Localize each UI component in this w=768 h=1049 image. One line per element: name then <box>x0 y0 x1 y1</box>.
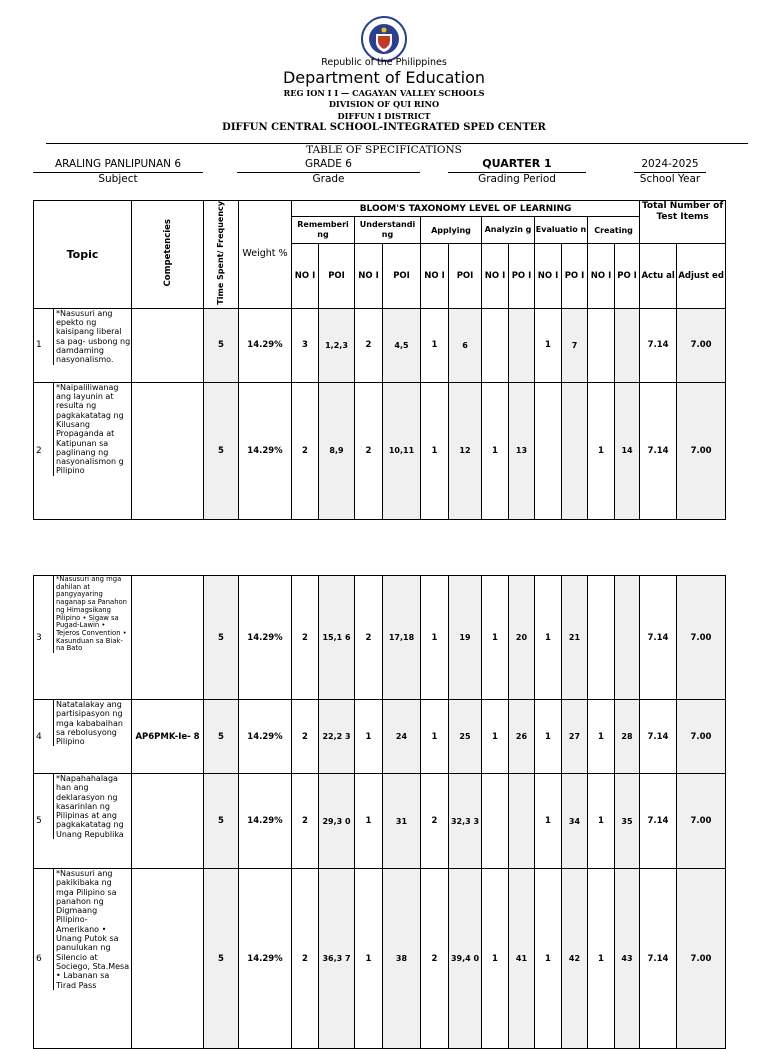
bloom-header: BLOOM'S TAXONOMY LEVEL OF LEARNING <box>292 201 640 217</box>
row-number: 5 <box>36 816 42 826</box>
topic-text: Natatalakay ang partisipasyon ng mga kababaihan sa rebolusyong Pilipino <box>53 700 131 746</box>
cre-poi-cell <box>615 308 640 382</box>
weight-cell: 14.29% <box>239 382 292 519</box>
und-no-cell: 2 <box>355 308 383 382</box>
grade-label: Grade <box>312 173 345 185</box>
topic-cell <box>34 869 132 1049</box>
level-analyzing: Analyzin g <box>482 217 535 244</box>
rem-no-cell: 2 <box>292 869 319 1049</box>
table-row <box>34 700 726 774</box>
rem-poi-cell: 15,1 6 <box>319 576 355 700</box>
eva-poi-header: PO I <box>562 244 588 308</box>
cre-no-cell <box>588 308 615 382</box>
cre-no-header: NO I <box>588 244 615 308</box>
und-poi-header: POI <box>383 244 421 308</box>
adjusted-cell: 7.00 <box>677 308 726 382</box>
grade-value: GRADE 6 <box>305 158 352 170</box>
topic-cell <box>34 382 132 519</box>
time-cell: 5 <box>204 576 239 700</box>
table-row <box>34 576 726 700</box>
topic-cell <box>34 308 132 382</box>
und-no-cell: 2 <box>355 382 383 519</box>
row-number: 1 <box>36 340 42 351</box>
cre-poi-cell: 43 <box>615 869 640 1049</box>
cre-no-cell: 1 <box>588 382 615 519</box>
app-poi-cell: 25 <box>449 700 482 774</box>
competency-cell <box>132 774 204 869</box>
ana-no-cell: 1 <box>482 382 509 519</box>
time-cell: 5 <box>204 774 239 869</box>
eva-no-cell <box>535 382 562 519</box>
adjusted-cell: 7.00 <box>677 382 726 519</box>
weight-cell: 14.29% <box>239 869 292 1049</box>
rem-poi-cell: 22,2 3 <box>319 700 355 774</box>
topic-text: *Nasusuri ang mga dahilan at pangyayaring naganap sa Panahon ng Himagsikang Pilipino • Sigaw sa Pugad-Lawin • Tejeros Convention • Kasunduan sa Biak-na Bato <box>53 576 131 653</box>
region-label: REG ION I I — CAGAYAN VALLEY SCHOOLS <box>283 88 485 98</box>
competency-cell <box>132 869 204 1049</box>
school-label: DIFFUN CENTRAL SCHOOL-INTEGRATED SPED CENTER <box>222 122 546 133</box>
app-poi-cell: 19 <box>449 576 482 700</box>
ana-no-cell <box>482 308 509 382</box>
rem-no-header: NO I <box>292 244 319 308</box>
ana-no-cell <box>482 774 509 869</box>
und-no-cell: 1 <box>355 774 383 869</box>
subject-value: ARALING PANLIPUNAN 6 <box>54 158 182 170</box>
und-poi-cell: 24 <box>383 700 421 774</box>
eva-no-header: NO I <box>535 244 562 308</box>
topic-text: *Nasusuri ang pakikibaka ng mga Pilipino sa panahon ng Digmaang Pilipino- Amerikano • Unang Putok sa panulukan ng Silencio at Sociego, Sta.Mesa • Labanan sa Tirad Pass <box>53 869 131 990</box>
eva-poi-cell: 34 <box>562 774 588 869</box>
actual-cell: 7.14 <box>640 774 677 869</box>
table-row <box>34 382 726 519</box>
row-number: 6 <box>36 953 42 964</box>
level-creating: Creating <box>588 217 640 244</box>
eva-poi-cell: 7 <box>562 308 588 382</box>
app-no-header: NO I <box>421 244 449 308</box>
republic-label: Republic of the Philippines <box>321 57 447 68</box>
period-label: Grading Period <box>478 173 556 185</box>
weight-cell: 14.29% <box>239 700 292 774</box>
rem-no-cell: 3 <box>292 308 319 382</box>
rem-poi-cell: 1,2,3 <box>319 308 355 382</box>
subject-label: Subject <box>98 173 138 185</box>
rem-poi-header: POI <box>319 244 355 308</box>
eva-no-cell: 1 <box>535 869 562 1049</box>
und-no-header: NO I <box>355 244 383 308</box>
topic-text: *Nasusuri ang epekto ng kaisipang liberal sa pag- usbong ng damdaming nasyonalismo. <box>53 309 131 365</box>
competency-cell <box>132 382 204 519</box>
und-poi-cell: 17,18 <box>383 576 421 700</box>
table-row <box>34 774 726 869</box>
und-poi-cell: 10,11 <box>383 382 421 519</box>
level-applying: Applying <box>421 217 482 244</box>
division-label: DIVISION OF QUI RINO <box>328 99 440 109</box>
time-cell: 5 <box>204 700 239 774</box>
eva-poi-cell: 21 <box>562 576 588 700</box>
weight-cell: 14.29% <box>239 774 292 869</box>
ana-poi-cell: 26 <box>509 700 535 774</box>
adjusted-cell: 7.00 <box>677 700 726 774</box>
actual-cell: 7.14 <box>640 382 677 519</box>
cre-no-cell: 1 <box>588 869 615 1049</box>
adjusted-header: Adjust ed <box>677 244 726 308</box>
cre-poi-cell: 14 <box>615 382 640 519</box>
topic-cell <box>34 700 132 774</box>
rem-no-cell: 2 <box>292 774 319 869</box>
actual-cell: 7.14 <box>640 308 677 382</box>
specifications-table-continued <box>33 575 726 1049</box>
eva-no-cell: 1 <box>535 700 562 774</box>
rem-poi-cell: 36,3 7 <box>319 869 355 1049</box>
app-poi-cell: 12 <box>449 382 482 519</box>
deped-seal-icon <box>361 16 407 62</box>
level-remembering: Rememberi ng <box>292 217 355 244</box>
cre-poi-header: PO I <box>615 244 640 308</box>
eva-poi-cell: 42 <box>562 869 588 1049</box>
ana-no-cell: 1 <box>482 576 509 700</box>
competencies-header: Competencies <box>132 201 204 309</box>
topic-cell <box>34 576 132 700</box>
competency-cell <box>132 576 204 700</box>
ana-poi-cell: 41 <box>509 869 535 1049</box>
time-cell: 5 <box>204 382 239 519</box>
actual-header: Actu al <box>640 244 677 308</box>
year-value: 2024-2025 <box>641 158 699 170</box>
und-no-cell: 2 <box>355 576 383 700</box>
row-number: 3 <box>36 632 42 643</box>
level-evaluating: Evaluatio n <box>535 217 588 244</box>
district-label: DIFFUN I DISTRICT <box>337 111 431 121</box>
cre-poi-cell: 35 <box>615 774 640 869</box>
weight-cell: 14.29% <box>239 308 292 382</box>
competency-cell <box>132 308 204 382</box>
app-no-cell: 2 <box>421 774 449 869</box>
time-spent-header: Time Spent/ Frequency <box>204 201 239 309</box>
level-understanding: Understandi ng <box>355 217 421 244</box>
table-row <box>34 308 726 382</box>
ana-poi-cell <box>509 774 535 869</box>
app-no-cell: 1 <box>421 576 449 700</box>
eva-poi-cell: 27 <box>562 700 588 774</box>
topic-text: *Napahahalaga han ang deklarasyon ng kasarinlan ng Pilipinas at ang pagkakatatag ng Unang Republika <box>53 774 131 839</box>
rem-no-cell: 2 <box>292 576 319 700</box>
und-no-cell: 1 <box>355 869 383 1049</box>
cre-no-cell <box>588 576 615 700</box>
rem-poi-cell: 29,3 0 <box>319 774 355 869</box>
total-items-header: Total Number of Test Items <box>640 201 726 244</box>
rem-no-cell: 2 <box>292 700 319 774</box>
topic-text: *Naipaliliwanag ang layunin at resulta ng pagkakatatag ng Kilusang Propaganda at Katipunan sa paglinang ng nasyonalismon g Pilipino <box>53 383 131 476</box>
cre-poi-cell: 28 <box>615 700 640 774</box>
und-no-cell: 1 <box>355 700 383 774</box>
app-no-cell: 2 <box>421 869 449 1049</box>
app-poi-cell: 39,4 0 <box>449 869 482 1049</box>
actual-cell: 7.14 <box>640 869 677 1049</box>
period-value: QUARTER 1 <box>482 157 552 170</box>
adjusted-cell: 7.00 <box>677 774 726 869</box>
competency-cell: AP6PMK-Ie- 8 <box>132 700 204 774</box>
ana-poi-cell: 13 <box>509 382 535 519</box>
year-label: School Year <box>639 173 701 185</box>
cre-poi-cell <box>615 576 640 700</box>
cre-no-cell: 1 <box>588 700 615 774</box>
rem-poi-cell: 8,9 <box>319 382 355 519</box>
app-poi-cell: 6 <box>449 308 482 382</box>
cre-no-cell: 1 <box>588 774 615 869</box>
document-title: TABLE OF SPECIFICATIONS <box>306 144 462 156</box>
rem-no-cell: 2 <box>292 382 319 519</box>
ana-no-cell: 1 <box>482 700 509 774</box>
app-no-cell: 1 <box>421 700 449 774</box>
ana-poi-cell: 20 <box>509 576 535 700</box>
app-no-cell: 1 <box>421 382 449 519</box>
ana-poi-cell <box>509 308 535 382</box>
eva-no-cell: 1 <box>535 308 562 382</box>
specifications-table <box>33 200 726 520</box>
department-title: Department of Education <box>282 68 486 87</box>
eva-poi-cell <box>562 382 588 519</box>
time-cell: 5 <box>204 308 239 382</box>
row-number: 4 <box>36 731 42 742</box>
und-poi-cell: 4,5 <box>383 308 421 382</box>
row-number: 2 <box>36 445 42 456</box>
actual-cell: 7.14 <box>640 576 677 700</box>
eva-no-cell: 1 <box>535 774 562 869</box>
adjusted-cell: 7.00 <box>677 869 726 1049</box>
weight-header: Weight % <box>239 201 292 309</box>
table-row <box>34 869 726 1049</box>
time-cell: 5 <box>204 869 239 1049</box>
app-no-cell: 1 <box>421 308 449 382</box>
weight-cell: 14.29% <box>239 576 292 700</box>
und-poi-cell: 31 <box>383 774 421 869</box>
ana-no-header: NO I <box>482 244 509 308</box>
ana-no-cell: 1 <box>482 869 509 1049</box>
topic-cell <box>34 774 132 869</box>
app-poi-header: POI <box>449 244 482 308</box>
eva-no-cell: 1 <box>535 576 562 700</box>
app-poi-cell: 32,3 3 <box>449 774 482 869</box>
actual-cell: 7.14 <box>640 700 677 774</box>
und-poi-cell: 38 <box>383 869 421 1049</box>
topic-header: Topic <box>34 201 132 309</box>
ana-poi-header: PO I <box>509 244 535 308</box>
adjusted-cell: 7.00 <box>677 576 726 700</box>
